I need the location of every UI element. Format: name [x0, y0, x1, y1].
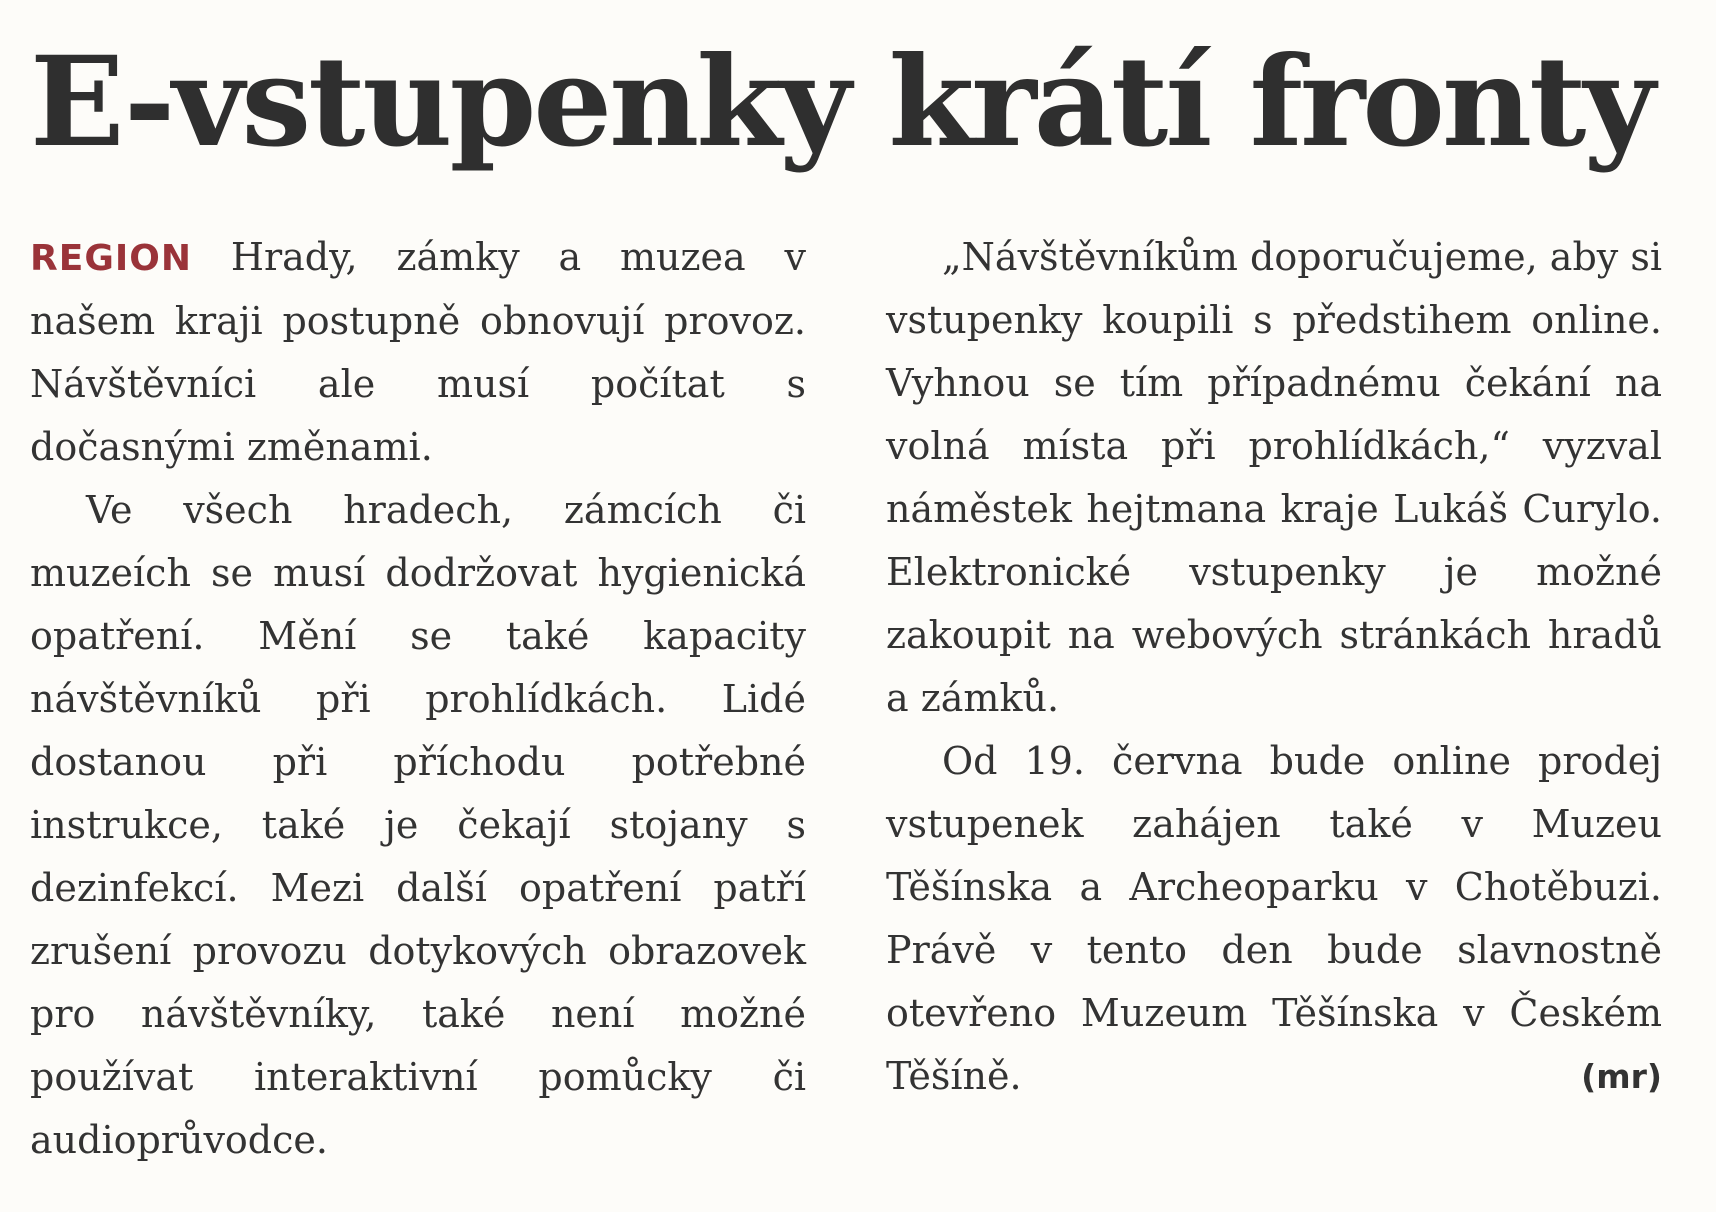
lead-text: Hrady, zámky a muzea v našem kraji postupně obnovují provoz. Návštěvníci ale musí počítat s dočasnými změnami. [30, 235, 806, 469]
article-paragraph-quote: „Návštěvníkům doporučujeme, aby si vstupenky koupili s předstihem online. Vyhnou se tím případnému čekání na volná místa při prohlídkách,“ vyzval náměstek hejtmana kraje Lukáš Curylo. Elektronické vstupenky je možné zakoupit na webových stránkách hradů a zámků. [886, 235, 1662, 720]
article-headline: E-vstupenky krátí fronty [30, 30, 1653, 175]
museum-text: Od 19. června bude online prodej vstupenek zahájen také v Muzeu Těšínska a Archeoparku v Chotěbuzi. Právě v tento den bude slavnostně otevřeno Muzeum Těšínska v Českém Těšíně. [886, 739, 1662, 1098]
article-lead-paragraph [30, 226, 806, 479]
article-paragraph-museum [886, 730, 1662, 1108]
author-signature: (mr) [1581, 1057, 1662, 1096]
article-paragraph-hygiene: Ve všech hradech, zámcích či muzeích se musí dodržovat hygienická opatření. Mění se také kapacity návštěvníků při prohlídkách. Lidé dostanou při příchodu potřebné instrukce, také je čekají stojany s dezinfekcí. Mezi další opatření patří zrušení provozu dotykových obrazovek pro návštěvníky, také není možné používat interaktivní pomůcky či audioprůvodce. [30, 488, 806, 1162]
article-column-left [30, 226, 806, 1172]
article-column-right [886, 226, 1662, 1108]
region-tag: REGION [30, 238, 192, 279]
